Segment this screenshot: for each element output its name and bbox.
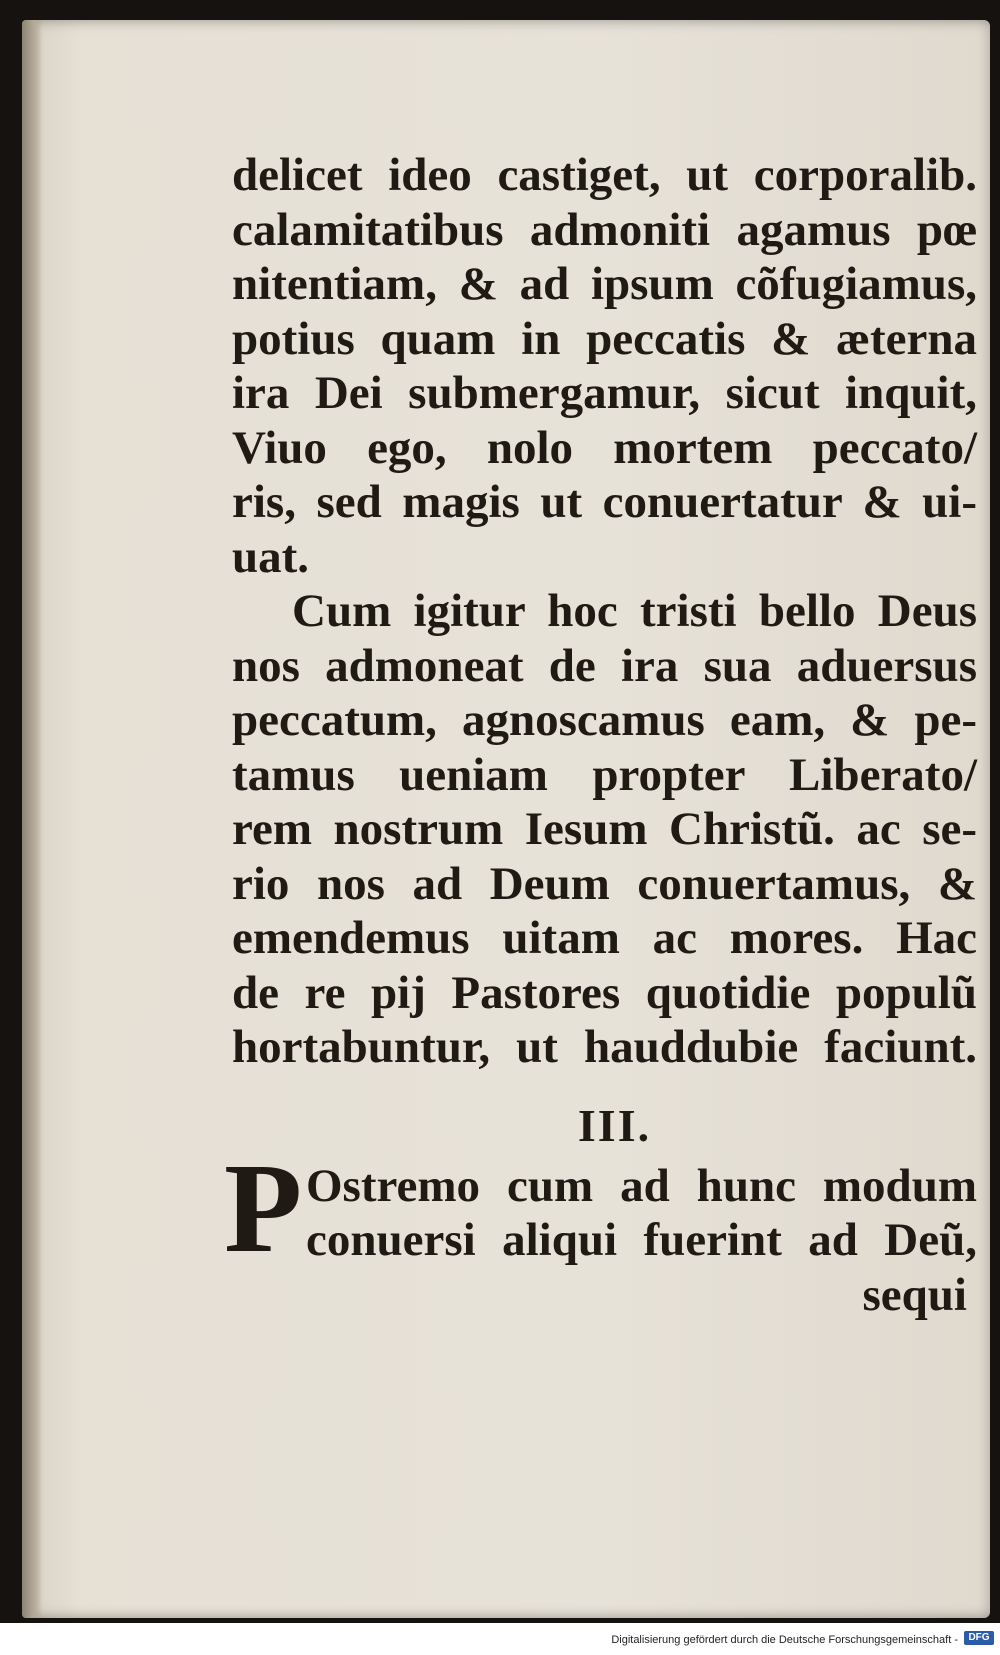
funding-credit: Digitalisierung gefördert durch die Deutsche Forschungsgemeinschaft -: [611, 1634, 958, 1646]
text-line: ira Dei submergamur, sicut inquit,: [232, 367, 977, 419]
text-line: ris, sed magis ut conuertatur & ui-: [232, 476, 977, 528]
drop-cap: P: [224, 1136, 303, 1279]
text-line: calamitatibus admoniti agamus pœ: [232, 203, 977, 256]
text-line: nitentiam, & ad ipsum cõfugiamus,: [232, 258, 977, 310]
text-line: emendemus uitam ac mores. Hac: [232, 912, 977, 964]
text-line: hortabuntur, ut hauddubie faciunt.: [232, 1021, 977, 1073]
dfg-logo: DFG: [964, 1631, 994, 1645]
section-heading: III.: [577, 1099, 652, 1151]
text-line: uat.: [232, 530, 310, 583]
page-text: [224, 148, 977, 1322]
text-line: conuersi aliqui fuerint ad Deũ,: [306, 1214, 977, 1266]
text-line: de re pij Pastores quotidie populũ: [232, 966, 977, 1019]
paragraph-1: [232, 148, 977, 584]
text-line: tamus ueniam propter Liberato/: [232, 748, 977, 801]
paragraph-3: [224, 1136, 977, 1279]
text-line: potius quam in peccatis & æterna: [232, 312, 977, 365]
text-line: rem nostrum Iesum Christũ. ac se-: [232, 803, 977, 855]
text-line: peccatum, agnoscamus eam, & pe-: [232, 694, 977, 746]
text-line: Viuo ego, nolo mortem peccato/: [232, 421, 977, 474]
digitization-footer: [0, 1623, 1000, 1655]
text-line: Cum igitur hoc tristi bello Deus: [292, 585, 977, 637]
paragraph-2: [232, 584, 977, 1075]
text-line: Ostremo cum ad hunc modum: [306, 1159, 977, 1212]
text-line: nos admoneat de ira sua aduersus: [232, 639, 977, 692]
text-line: delicet ideo castiget, ut corporalib.: [232, 149, 977, 201]
book-page: [22, 20, 990, 1618]
catchword: sequi: [862, 1268, 967, 1321]
page-gutter: [22, 20, 42, 1618]
text-line: rio nos ad Deum conuertamus, &: [232, 857, 977, 910]
